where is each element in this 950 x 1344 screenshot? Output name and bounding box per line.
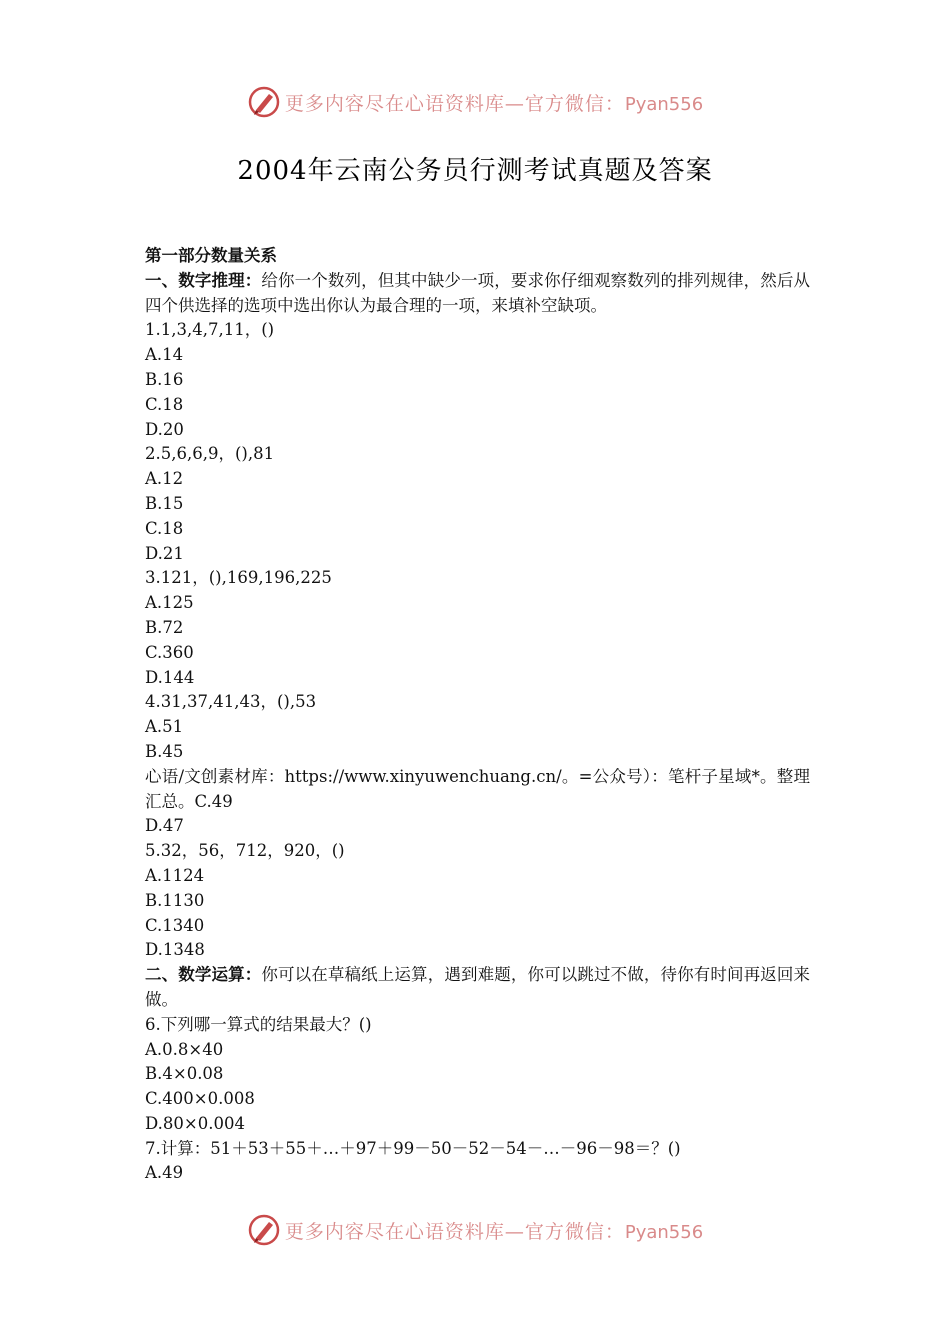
question-stem: 4.31,37,41,43，(),53 bbox=[145, 692, 317, 712]
option: D.1348 bbox=[145, 940, 205, 960]
watermark-text: 更多内容尽在心语资料库—官方微信：Pyan556 bbox=[284, 1220, 704, 1243]
section-title: 第一部分数量关系 bbox=[145, 246, 277, 265]
option: C.400×0.008 bbox=[145, 1089, 255, 1109]
watermark-contact: Pyan556 bbox=[624, 1221, 704, 1243]
option: A.1124 bbox=[145, 865, 205, 885]
header-watermark bbox=[0, 82, 950, 122]
option: A.51 bbox=[145, 717, 184, 737]
option: B.15 bbox=[145, 493, 184, 513]
document-body bbox=[145, 244, 810, 1186]
option: D.80×0.004 bbox=[145, 1113, 245, 1133]
option: D.144 bbox=[145, 667, 195, 687]
pen-logo-icon bbox=[247, 1213, 281, 1247]
option: A.14 bbox=[145, 345, 184, 365]
watermark-contact: Pyan556 bbox=[624, 93, 704, 115]
option: A.125 bbox=[145, 593, 194, 613]
inline-promo-option: 心语/文创素材库：https://www.xinyuwenchuang.cn/。=公众号）：笔杆子星域*。整理汇总。C.49 bbox=[145, 766, 810, 811]
option: B.16 bbox=[145, 369, 184, 389]
question-stem: 1.1,3,4,7,11，() bbox=[145, 320, 275, 340]
pen-logo-icon bbox=[247, 85, 281, 119]
option: D.47 bbox=[145, 816, 184, 836]
watermark-text: 更多内容尽在心语资料库—官方微信：Pyan556 bbox=[284, 92, 704, 115]
question-stem: 7.计算：51＋53＋55＋…＋97＋99－50－52－54－…－96－98＝？() bbox=[145, 1138, 681, 1158]
option: B.4×0.08 bbox=[145, 1064, 224, 1084]
question-stem: 2.5,6,6,9，(),81 bbox=[145, 444, 275, 464]
part1-text: 给你一个数列，但其中缺少一项，要求你仔细观察数列的排列规律，然后从四个供选择的选项中选出你认为最合理的一项，来填补空缺项。 bbox=[145, 270, 811, 315]
option: A.49 bbox=[145, 1163, 184, 1183]
question-stem: 6.下列哪一算式的结果最大？() bbox=[145, 1014, 372, 1034]
question-stem: 3.121，(),169,196,225 bbox=[145, 568, 332, 588]
option: C.18 bbox=[145, 394, 184, 414]
option: A.12 bbox=[145, 469, 184, 489]
option: B.72 bbox=[145, 617, 184, 637]
document-title: 2004年云南公务员行测考试真题及答案 bbox=[237, 156, 713, 186]
option: C.1340 bbox=[145, 915, 205, 935]
option: D.20 bbox=[145, 419, 184, 439]
part2-text: 你可以在草稿纸上运算，遇到难题，你可以跳过不做，待你有时间再返回来做。 bbox=[145, 965, 811, 1009]
option: D.21 bbox=[145, 543, 184, 563]
option: C.18 bbox=[145, 518, 184, 538]
footer-watermark bbox=[0, 1210, 950, 1250]
part2-label: 二、数学运算： bbox=[145, 965, 262, 985]
part1-instruction bbox=[145, 269, 810, 319]
part1-label: 一、数字推理： bbox=[145, 270, 262, 290]
option: A.0.8×40 bbox=[145, 1039, 224, 1059]
option: B.45 bbox=[145, 741, 184, 761]
part2-instruction bbox=[145, 963, 810, 1013]
option: B.1130 bbox=[145, 890, 205, 910]
question-stem: 5.32，56，712，920，() bbox=[145, 841, 345, 861]
option: C.360 bbox=[145, 642, 194, 662]
